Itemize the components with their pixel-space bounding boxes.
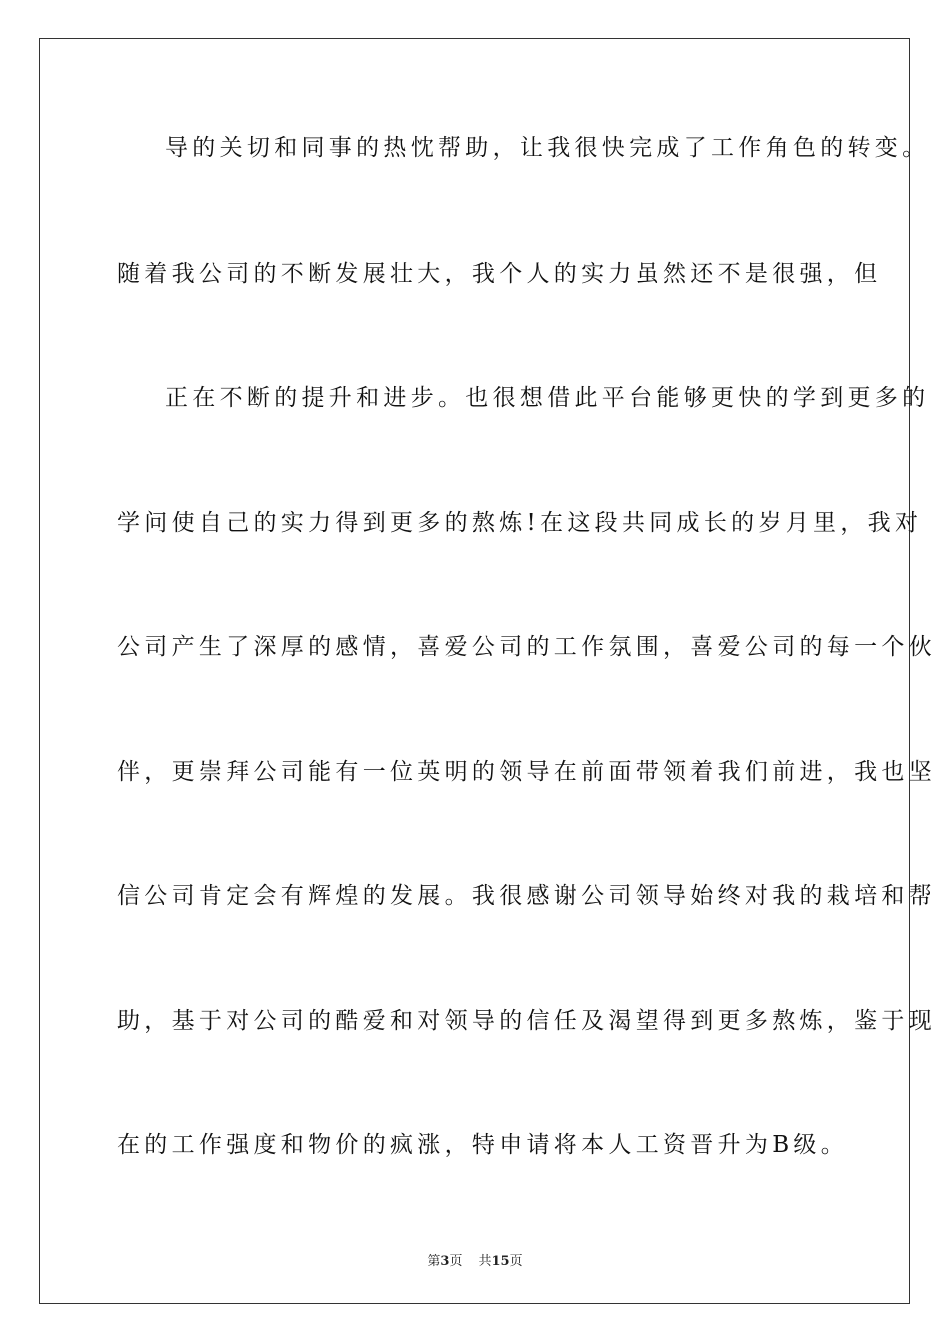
footer-total-prefix: 共: [478, 1254, 492, 1269]
footer-page-suffix: 页: [449, 1254, 463, 1269]
footer-total-suffix: 页: [509, 1254, 523, 1269]
paragraph-line-5: 公司产生了深厚的感情，喜爱公司的工作氛围，喜爱公司的每一个伙: [117, 634, 936, 660]
paragraph-line-9: 在的工作强度和物价的疯涨，特申请将本人工资晋升为B级。: [117, 1132, 849, 1158]
paragraph-line-4: 学问使自己的实力得到更多的熬炼!在这段共同成长的岁月里，我对: [117, 510, 923, 536]
footer-total-pages: 15: [491, 1254, 510, 1269]
footer-page-prefix: 第: [427, 1254, 441, 1269]
page-footer: [0, 1250, 950, 1269]
paragraph-line-2: 随着我公司的不断发展壮大，我个人的实力虽然还不是很强，但: [117, 261, 882, 287]
paragraph-line-7: 信公司肯定会有辉煌的发展。我很感谢公司领导始终对我的栽培和帮: [117, 883, 936, 909]
paragraph-line-8: 助，基于对公司的酷爱和对领导的信任及渴望得到更多熬炼，鉴于现: [117, 1008, 936, 1034]
paragraph-line-1: 导的关切和同事的热忱帮助，让我很快完成了工作角色的转变。: [165, 135, 930, 161]
paragraph-line-6: 伴，更崇拜公司能有一位英明的领导在前面带领着我们前进，我也坚: [117, 759, 936, 785]
paragraph-line-3: 正在不断的提升和进步。也很想借此平台能够更快的学到更多的: [165, 385, 930, 411]
page-border: [39, 38, 910, 1304]
footer-page-number: 3: [440, 1254, 450, 1269]
